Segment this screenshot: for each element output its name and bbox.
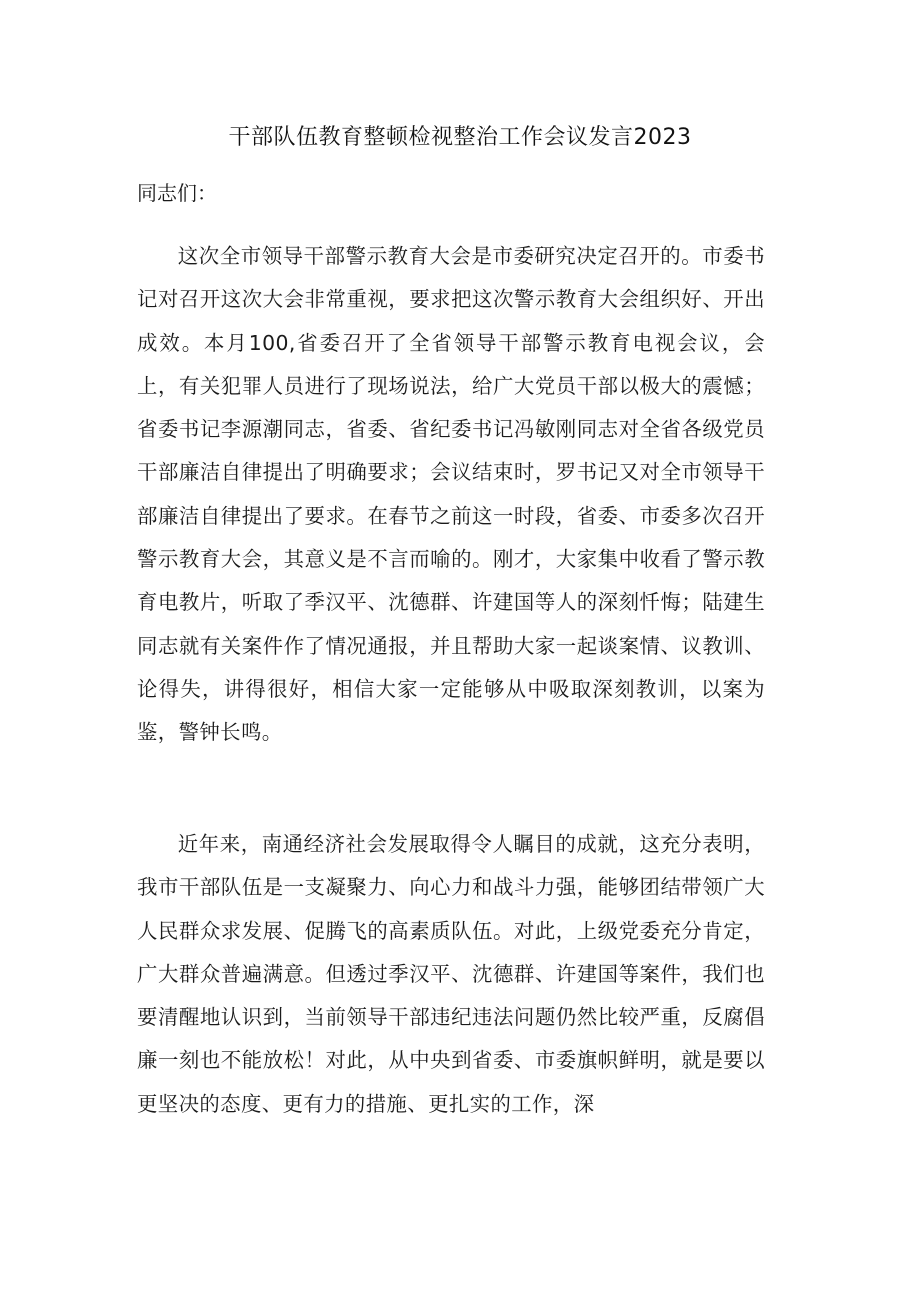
paragraph-2: 近年来，南通经济社会发展取得令人瞩目的成就，这充分表明，我市干部队伍是一支凝聚力、向心力和战斗力强，能够团结带领广大人民群众求发展、促腾飞的高素质队伍。对此，上级党委充分肯定，广大群众普遍满意。但透过季汉平、沈德群、许建国等案件，我们也要清醒地认识到，当前领导干部违纪违法问题仍然比较严重，反腐倡廉一刻也不能放松！对此，从中央到省委、市委旗帜鲜明，就是要以更坚决的态度、更有力的措施、更扎实的工作，深 [137, 832, 765, 1116]
salutation: 同志们： [137, 181, 217, 205]
document-title: 干部队伍教育整顿检视整治工作会议发言2023 [228, 125, 692, 150]
paragraph-1: 这次全市领导干部警示教育大会是市委研究决定召开的。市委书记对召开这次大会非常重视，要求把这次警示教育大会组织好、开出成效。本月100,省委召开了全省领导干部警示教育电视会议，会上，有关犯罪人员进行了现场说法，给广大党员干部以极大的震憾；省委书记李源潮同志，省委、省纪委书记冯敏刚同志对全省各级党员干部廉洁自律提出了明确要求；会议结束时，罗书记又对全市领导干部廉洁自律提出了要求。在春节之前这一时段，省委、市委多次召开警示教育大会，其意义是不言而喻的。刚才，大家集中收看了警示教育电教片，听取了季汉平、沈德群、许建国等人的深刻忏悔；陆建生同志就有关案件作了情况通报，并且帮助大家一起谈案情、议教训、论得失，讲得很好，相信大家一定能够从中吸取深刻教训，以案为鉴，警钟长鸣。 [137, 244, 765, 745]
